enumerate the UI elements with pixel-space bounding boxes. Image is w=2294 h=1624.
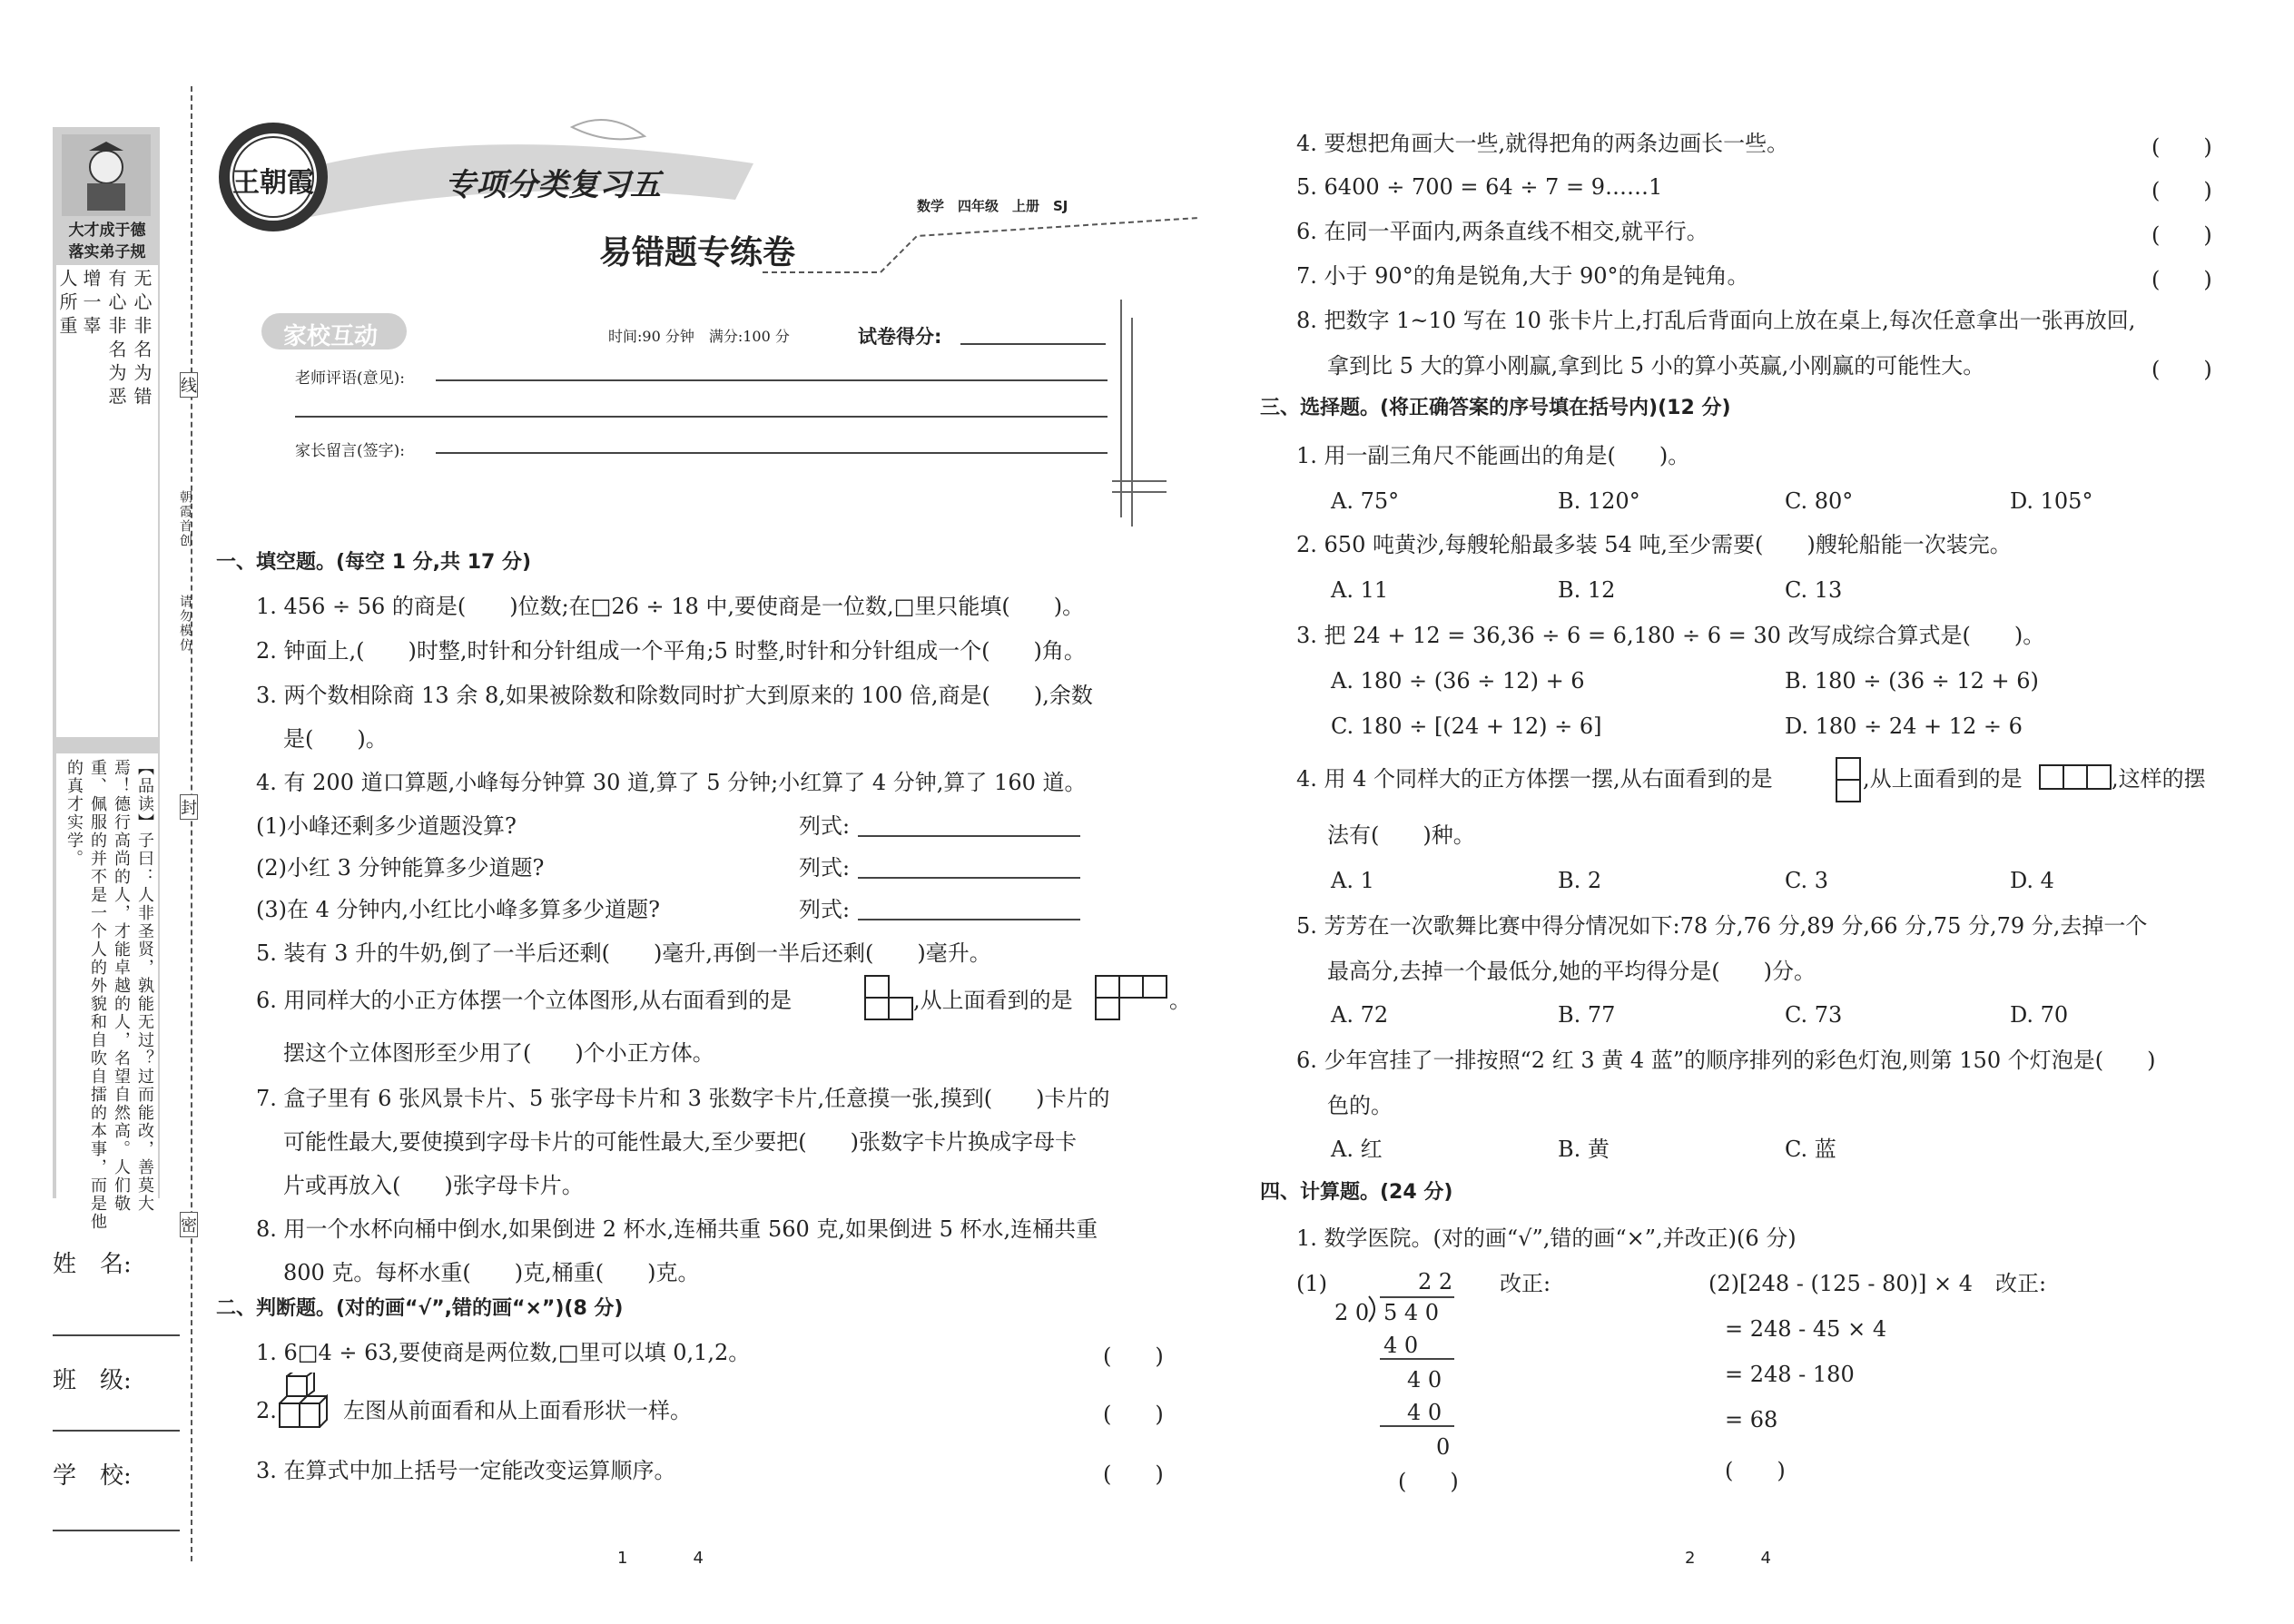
judge-q2: 左图从前面看和从上面看形状一样。 — [343, 1398, 692, 1423]
fill-q3-b: 是( )。 — [283, 726, 388, 752]
choice-q5-b: 最高分,去掉一个最低分,她的平均得分是( )分。 — [1327, 959, 1816, 984]
page-number-left: 1 4 — [617, 1549, 704, 1568]
sidebar-motto-1: 大才成于德 — [68, 221, 146, 240]
section-4-heading: 四、计算题。(24 分) — [1260, 1181, 1453, 1204]
choice-q6-b: 色的。 — [1327, 1093, 1393, 1118]
judge-q6-answer[interactable]: ( ) — [2151, 222, 2212, 248]
dashed-path-decoration — [763, 209, 1207, 281]
judge-q2-answer[interactable]: ( ) — [1103, 1402, 1164, 1427]
choice-q5-opt-a[interactable]: A. 72 — [1331, 1002, 1389, 1028]
choice-q4-d: 法有( )种。 — [1327, 822, 1475, 848]
judge-q7: 7. 小于 90°的角是锐角,大于 90°的角是钝角。 — [1296, 263, 1749, 289]
choice-q4-opt-d[interactable]: D. 4 — [2010, 868, 2054, 893]
formula-label-3: 列式: — [799, 897, 851, 922]
judge-q8-a: 8. 把数字 1~10 写在 10 张卡片上,打乱后背面向上放在桌上,每次任意拿出一张再放回, — [1296, 308, 2136, 333]
fill-q6-b: ,从上面看到的是 — [913, 988, 1073, 1013]
judge-q5-answer[interactable]: ( ) — [2151, 178, 2212, 203]
formula-label-2: 列式: — [799, 855, 851, 881]
section-3-heading: 三、选择题。(将正确答案的序号填在括号内)(12 分) — [1260, 397, 1731, 419]
sidebar-col-3: 增一辜 — [80, 269, 102, 340]
sidebar-col-1: 无心非名为错 — [131, 269, 153, 410]
choice-q4-opt-b[interactable]: B. 2 — [1558, 868, 1602, 893]
choice-q6-opt-a[interactable]: A. 红 — [1331, 1137, 1383, 1162]
choice-q5-a: 5. 芳芳在一次歌舞比赛中得分情况如下:78 分,76 分,89 分,66 分,75 分,79 分,去掉一个 — [1296, 913, 2148, 939]
cut-mark-1: 线 — [180, 372, 198, 398]
fill-q4-3: (3)在 4 分钟内,小红比小峰多算多少道题? — [256, 897, 661, 922]
ld-divisor: 2 0 — [1334, 1300, 1370, 1325]
section-2-heading: 二、判断题。(对的画“√”,错的画“×”)(8 分) — [216, 1297, 624, 1320]
ld-step-3: 4 0 — [1407, 1400, 1442, 1425]
calc-q1-2-answer[interactable]: ( ) — [1725, 1458, 1786, 1483]
choice-q2-opt-c[interactable]: C. 13 — [1785, 577, 1843, 603]
fill-q7-c: 片或再放入( )张字母卡片。 — [283, 1173, 584, 1198]
section-1-heading: 一、填空题。(每空 1 分,共 17 分) — [216, 551, 532, 574]
formula-blank-1[interactable] — [858, 835, 1080, 837]
choice-q3-opt-b[interactable]: B. 180 ÷ (36 ÷ 12 + 6) — [1785, 668, 2039, 694]
field-name: 姓 名: — [53, 1251, 132, 1278]
time-score: 时间:90 分钟 满分:100 分 — [608, 328, 790, 345]
choice-q6-a: 6. 少年宫挂了一排按照“2 红 3 黄 4 蓝”的顺序排列的彩色灯泡,则第 150 个灯泡是( ) — [1296, 1048, 2156, 1073]
sidebar-col-2: 有心非名为恶 — [105, 269, 127, 410]
right-view-shape-icon — [864, 975, 913, 1020]
parent-comment-label: 家长留言(签字): — [295, 442, 405, 460]
judge-q6: 6. 在同一平面内,两条直线不相交,就平行。 — [1296, 219, 1708, 244]
ld-line-2 — [1380, 1425, 1454, 1427]
fill-q7-a: 7. 盒子里有 6 张风景卡片、5 张字母卡片和 3 张数字卡片,任意摸一张,摸到( )卡片的 — [256, 1086, 1110, 1111]
choice-q4-opt-a[interactable]: A. 1 — [1331, 868, 1374, 893]
ld-quotient: 2 2 — [1418, 1269, 1453, 1294]
choice-q4-a: 4. 用 4 个同样大的正方体摆一摆,从右面看到的是 — [1296, 766, 1773, 792]
judge-q8-b: 拿到比 5 大的算小刚赢,拿到比 5 小的算小英赢,小刚赢的可能性大。 — [1327, 353, 1985, 379]
field-school: 学 校: — [53, 1462, 132, 1490]
ld-bar — [1380, 1296, 1454, 1298]
fill-q7-b: 可能性最大,要使摸到字母卡片的可能性最大,至少要把( )张数字卡片换成字母卡 — [283, 1129, 1077, 1155]
calc-q1-2: (2)[248 - (125 - 80)] × 4 — [1708, 1271, 1973, 1296]
formula-label-1: 列式: — [799, 813, 851, 839]
judge-q4-answer[interactable]: ( ) — [2151, 134, 2212, 160]
calc-q1-2-step3: = 68 — [1725, 1407, 1778, 1432]
frame-lines-decoration — [1112, 300, 1167, 527]
calc-q1-2-step1: = 248 - 45 × 4 — [1725, 1316, 1887, 1342]
choice-q2-opt-a[interactable]: A. 11 — [1331, 577, 1389, 603]
ld-step-2: 4 0 — [1407, 1367, 1442, 1393]
fill-q4: 4. 有 200 道口算题,小峰每分钟算 30 道,算了 5 分钟;小红算了 4 分钟,算了 160 道。 — [256, 770, 1087, 795]
name-line[interactable] — [53, 1334, 180, 1336]
choice-q1-opt-a[interactable]: A. 75° — [1331, 488, 1400, 514]
formula-blank-2[interactable] — [858, 877, 1080, 879]
sidebar-col-4: 人所重 — [56, 269, 78, 340]
score-label: 试卷得分: — [858, 326, 942, 348]
page-number-right: 2 4 — [1685, 1549, 1771, 1568]
judge-q1: 1. 6□4 ÷ 63,要使商是两位数,□里可以填 0,1,2。 — [256, 1340, 751, 1365]
ld-step-1: 4 0 — [1383, 1333, 1419, 1358]
ld-dividend: 5 4 0 — [1383, 1300, 1440, 1325]
choice-q3-opt-c[interactable]: C. 180 ÷ [(24 + 12) ÷ 6] — [1331, 714, 1602, 739]
logo-text: 王朝霞 — [232, 167, 314, 199]
ld-line-1 — [1380, 1358, 1454, 1360]
reading-title: 【品读】 — [135, 759, 154, 832]
teacher-comment-label: 老师评语(意见): — [295, 369, 405, 388]
choice-q5-opt-d[interactable]: D. 70 — [2010, 1002, 2069, 1028]
calc-q1-2-step2: = 248 - 180 — [1725, 1362, 1855, 1387]
series-title: 专项分类复习五 — [445, 167, 661, 203]
choice-q2-opt-b[interactable]: B. 12 — [1558, 577, 1616, 603]
book-meta: 数学 四年级 上册 SJ — [917, 198, 1068, 214]
choice-q4-opt-c[interactable]: C. 3 — [1785, 868, 1829, 893]
choice-q6-opt-c[interactable]: C. 蓝 — [1785, 1137, 1836, 1162]
choice-q3-opt-d[interactable]: D. 180 ÷ 24 + 12 ÷ 6 — [1785, 714, 2023, 739]
class-line[interactable] — [53, 1430, 180, 1432]
cut-line — [191, 86, 192, 1561]
fill-q2: 2. 钟面上,( )时整,时针和分针组成一个平角;5 时整,时针和分针组成一个( )角。 — [256, 638, 1086, 664]
c4-top-view-icon — [2039, 764, 2112, 790]
parent-comment-line[interactable] — [436, 452, 1108, 454]
fill-q1: 1. 456 ÷ 56 的商是( )位数;在□26 ÷ 18 中,要使商是一位数,□里只能填( )。 — [256, 594, 1085, 619]
fill-q4-2: (2)小红 3 分钟能算多少道题? — [256, 855, 545, 881]
choice-q2: 2. 650 吨黄沙,每艘轮船最多装 54 吨,至少需要( )艘轮船能一次装完。 — [1296, 532, 2012, 557]
judge-q7-answer[interactable]: ( ) — [2151, 267, 2212, 292]
cut-mark-2: 封 — [180, 794, 198, 820]
choice-q4-c: ,这样的摆 — [2112, 766, 2206, 792]
judge-q1-answer[interactable]: ( ) — [1103, 1343, 1164, 1369]
paper-title: 易错题专练卷 — [599, 233, 796, 271]
reading-box — [56, 753, 158, 1244]
judge-q3-answer[interactable]: ( ) — [1103, 1462, 1164, 1487]
choice-q1-opt-d[interactable]: D. 105° — [2010, 488, 2093, 514]
calc-q1-2-correct: 改正: — [1995, 1271, 2047, 1296]
choice-q1: 1. 用一副三角尺不能画出的角是( )。 — [1296, 443, 1690, 468]
fill-q6-c: 。 — [1169, 988, 1191, 1013]
choice-q5-opt-b[interactable]: B. 77 — [1558, 1002, 1616, 1028]
choice-q1-opt-c[interactable]: C. 80° — [1785, 488, 1854, 514]
teacher-comment-line-2[interactable] — [295, 416, 1108, 418]
calc-q1-1-correct: 改正: — [1500, 1271, 1551, 1296]
home-school-label: 家校互动 — [283, 323, 379, 350]
cube-stack-icon — [278, 1373, 341, 1429]
ld-remainder: 0 — [1436, 1434, 1451, 1460]
fill-q6-d: 摆这个立体图形至少用了( )个小正方体。 — [283, 1040, 714, 1066]
vertical-note-2: 请勿模仿 — [178, 595, 192, 653]
cut-mark-3: 密 — [180, 1212, 198, 1237]
fill-q4-1: (1)小峰还剩多少道题没算? — [256, 813, 517, 839]
calc-q1-1-label: (1) — [1296, 1271, 1327, 1296]
choice-q3-opt-a[interactable]: A. 180 ÷ (36 ÷ 12) + 6 — [1331, 668, 1585, 694]
formula-blank-3[interactable] — [858, 919, 1080, 920]
fill-q3-a: 3. 两个数相除商 13 余 8,如果被除数和除数同时扩大到原来的 100 倍,商是( ),余数 — [256, 683, 1093, 708]
choice-q4-b: ,从上面看到的是 — [1863, 766, 2023, 792]
score-blank[interactable] — [960, 343, 1106, 345]
choice-q5-opt-c[interactable]: C. 73 — [1785, 1002, 1843, 1028]
fill-q5: 5. 装有 3 升的牛奶,倒了一半后还剩( )毫升,再倒一半后还剩( )毫升。 — [256, 940, 991, 966]
calc-q1-1-answer[interactable]: ( ) — [1398, 1469, 1459, 1494]
choice-q3: 3. 把 24 + 12 = 36,36 ÷ 6 = 6,180 ÷ 6 = 30 改写成综合算式是( )。 — [1296, 623, 2045, 648]
judge-q4: 4. 要想把角画大一些,就得把角的两条边画长一些。 — [1296, 131, 1789, 156]
top-view-shape-icon — [1095, 975, 1169, 1020]
sidebar-motto-2: 落实弟子规 — [68, 243, 146, 261]
reading-text: 子曰：人非圣贤，孰能无过？过而能改，善莫大焉！德行高尚的人，才能卓越的人，名望自然高。人们敬重、佩服的并不是一个人的外貌和自吹自擂的本事，而是他的真才实学。 — [64, 759, 154, 1231]
judge-q5: 5. 6400 ÷ 700 = 64 ÷ 7 = 9……1 — [1296, 174, 1663, 200]
sidebar-text-box — [56, 265, 158, 737]
school-line[interactable] — [53, 1530, 180, 1531]
choice-q6-opt-b[interactable]: B. 黄 — [1558, 1137, 1610, 1162]
fill-q8-b: 800 克。每杯水重( )克,桶重( )克。 — [283, 1260, 700, 1285]
teacher-comment-line-1[interactable] — [436, 379, 1108, 381]
field-class: 班 级: — [53, 1367, 132, 1394]
choice-q1-opt-b[interactable]: B. 120° — [1558, 488, 1640, 514]
fill-q8-a: 8. 用一个水杯向桶中倒水,如果倒进 2 杯水,连桶共重 560 克,如果倒进 5 杯水,连桶共重 — [256, 1216, 1098, 1242]
scholar-figure-icon — [62, 134, 151, 216]
calc-q1: 1. 数学医院。(对的画“√”,错的画“×”,并改正)(6 分) — [1296, 1225, 1797, 1251]
fill-q6-a: 6. 用同样大的小正方体摆一个立体图形,从右面看到的是 — [256, 988, 793, 1013]
ld-bracket — [1367, 1294, 1382, 1324]
judge-q8-answer[interactable]: ( ) — [2151, 357, 2212, 382]
vertical-note-1: 朝霞首创 — [178, 490, 192, 548]
judge-q3: 3. 在算式中加上括号一定能改变运算顺序。 — [256, 1458, 676, 1483]
judge-q2-number: 2. — [256, 1398, 277, 1423]
c4-right-view-icon — [1836, 757, 1861, 802]
